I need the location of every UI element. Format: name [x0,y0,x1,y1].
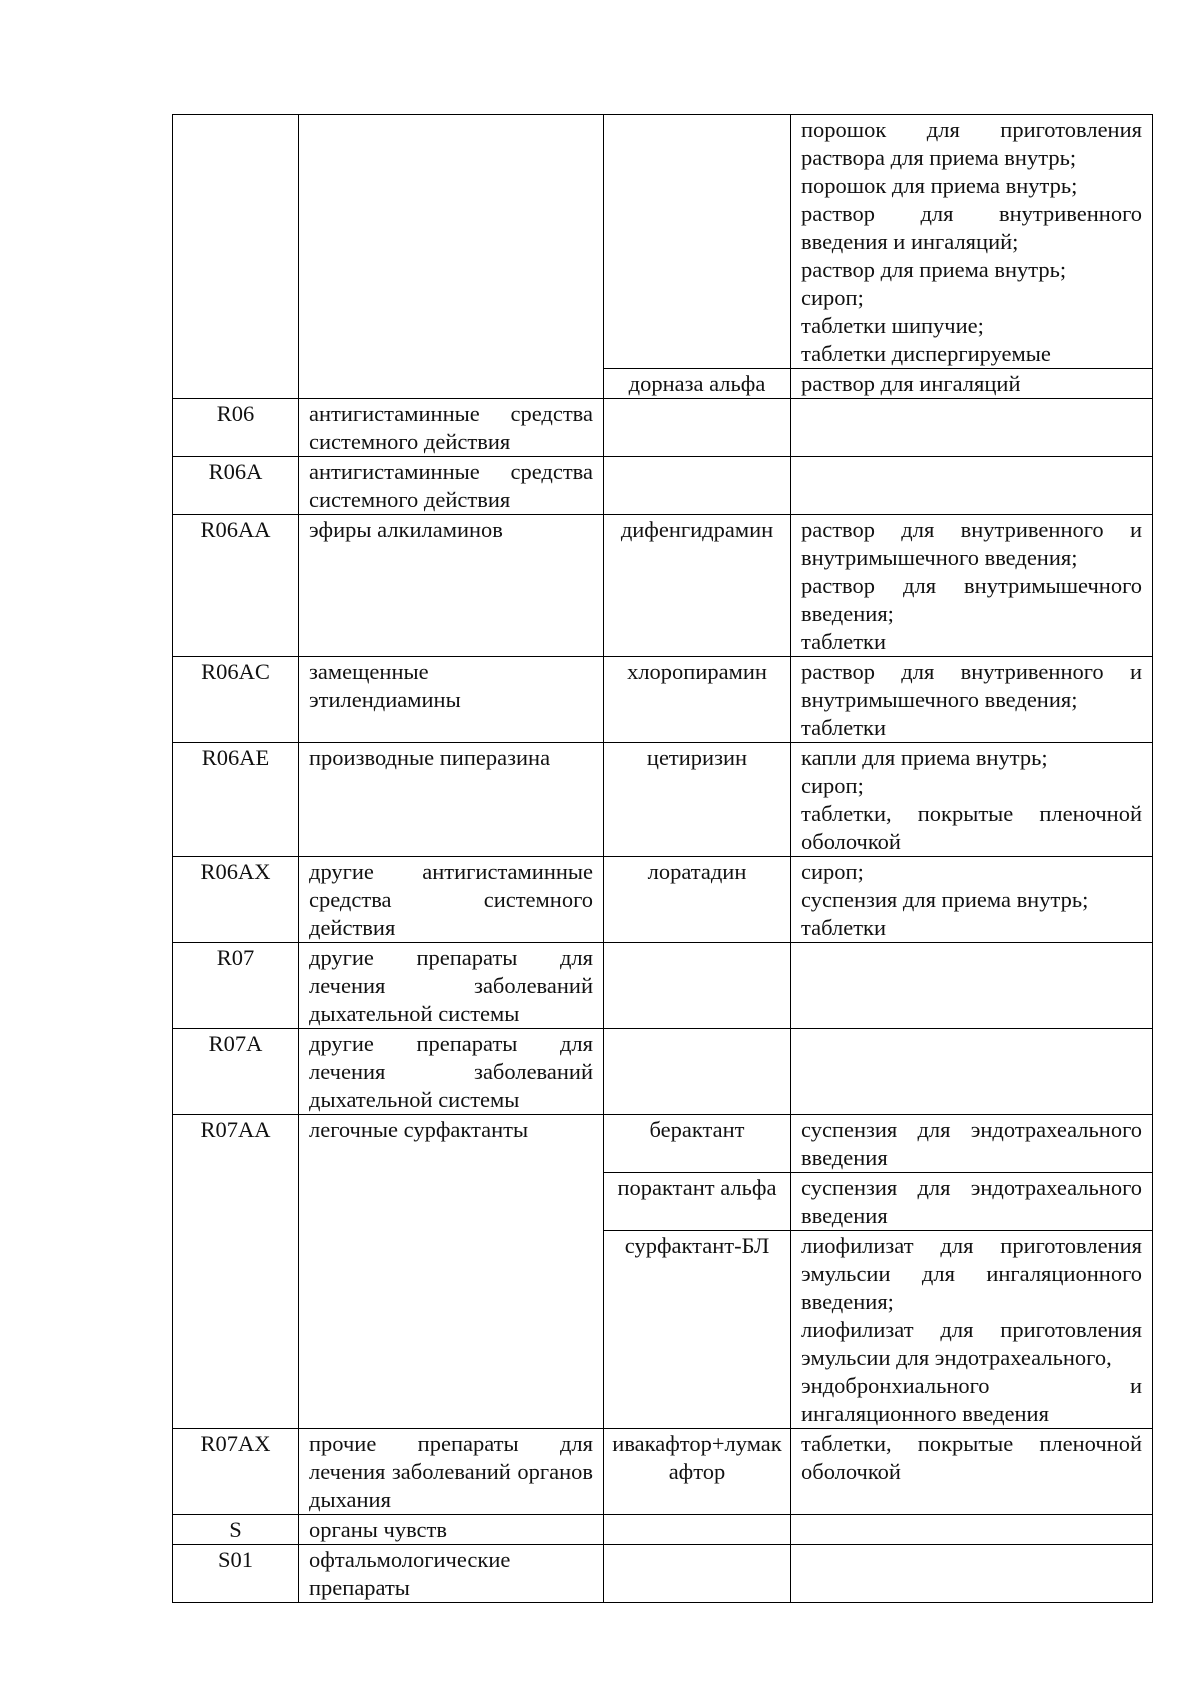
dosage-forms-cell [791,1029,1153,1115]
atc-code-cell: R07A [173,1029,299,1115]
dosage-form-line: раствор для внутривенного и [801,659,1142,684]
table-row [173,943,1153,1029]
group-name-cell: органы чувств [299,1515,604,1545]
group-name-cell: легочные сурфактанты [299,1115,604,1429]
group-name-cell: офтальмологические препараты [299,1545,604,1603]
atc-code-cell: R06AC [173,657,299,743]
group-name-cell: производные пиперазина [299,743,604,857]
table-row [173,1115,1153,1173]
inn-cell [604,115,791,369]
atc-code-cell: S [173,1515,299,1545]
dosage-form-line: эмульсии для ингаляционного [801,1261,1142,1286]
table-row [173,457,1153,515]
dosage-form-line: оболочкой [801,829,901,854]
group-name-cell: другие антигистаминные средства системного действия [299,857,604,943]
atc-code-cell: R06AE [173,743,299,857]
dosage-forms-cell: раствор для ингаляций [791,369,1153,399]
table-row [173,515,1153,657]
atc-code-cell: R06AA [173,515,299,657]
dosage-forms-cell [791,515,1153,657]
inn-cell [604,943,791,1029]
dosage-form-line: капли для приема внутрь; [801,745,1048,770]
dosage-form-line: лиофилизат для приготовления [801,1317,1142,1342]
dosage-form-line: введения и ингаляций; [801,229,1019,254]
table-row [173,743,1153,857]
dosage-form-line: ингаляционного введения [801,1401,1049,1426]
table-row [173,115,1153,369]
inn-cell [604,1545,791,1603]
drug-classification-table [172,114,1153,1603]
dosage-forms-cell [791,1515,1153,1545]
dosage-forms-cell [791,115,1153,369]
table-row [173,1545,1153,1603]
table-row [173,857,1153,943]
atc-code-cell [173,115,299,399]
dosage-forms-cell [791,399,1153,457]
inn-cell: сурфактант-БЛ [604,1231,791,1429]
dosage-form-line: таблетки шипучие; [801,313,984,338]
dosage-forms-cell [791,743,1153,857]
inn-cell: дифенгидрамин [604,515,791,657]
inn-cell: лоратадин [604,857,791,943]
atc-code-cell: S01 [173,1545,299,1603]
dosage-forms-cell [791,657,1153,743]
group-name-cell: антигистаминные средства системного действия [299,457,604,515]
dosage-forms-cell [791,943,1153,1029]
dosage-form-line: внутримышечного введения; [801,687,1078,712]
dosage-form-line: порошок для приготовления [801,117,1142,142]
inn-cell: цетиризин [604,743,791,857]
dosage-form-line: введения; [801,1289,894,1314]
group-name-line: замещенные [309,659,429,684]
group-name-cell [299,115,604,399]
atc-code-cell: R06 [173,399,299,457]
dosage-forms-cell [791,1231,1153,1429]
group-name-cell: прочие препараты для лечения заболеваний органов дыхания [299,1429,604,1515]
table-row [173,399,1153,457]
inn-cell: порактант альфа [604,1173,791,1231]
dosage-form-line: введения; [801,601,894,626]
group-name-cell: другие препараты для лечения заболеваний дыхательной системы [299,1029,604,1115]
inn-cell [604,1029,791,1115]
dosage-form-line: эндобронхиального и [801,1373,1142,1398]
inn-cell [604,457,791,515]
dosage-forms-cell: суспензия для эндотрахеального введения [791,1173,1153,1231]
dosage-forms-cell [791,457,1153,515]
dosage-form-line: лиофилизат для приготовления [801,1233,1142,1258]
dosage-forms-cell [791,857,1153,943]
dosage-form-line: таблетки [801,715,887,740]
group-name-cell [299,657,604,743]
atc-code-cell: R06A [173,457,299,515]
table-row [173,657,1153,743]
dosage-form-line: таблетки, покрытые пленочной [801,801,1142,826]
inn-cell: берактант [604,1115,791,1173]
group-name-cell: антигистаминные средства системного действия [299,399,604,457]
dosage-form-line: раствора для приема внутрь; [801,145,1077,170]
dosage-form-line: сироп; [801,859,864,884]
table-row [173,1515,1153,1545]
group-name-cell: эфиры алкиламинов [299,515,604,657]
dosage-form-line: таблетки диспергируемые [801,341,1051,366]
dosage-form-line: раствор для внутривенного и [801,517,1142,542]
dosage-form-line: раствор для внутривенного [801,201,1142,226]
inn-cell [604,1515,791,1545]
atc-code-cell: R07 [173,943,299,1029]
dosage-form-line: внутримышечного введения; [801,545,1078,570]
table-row [173,1429,1153,1515]
atc-code-cell: R07AX [173,1429,299,1515]
atc-code-cell: R06AX [173,857,299,943]
dosage-form-line: сироп; [801,285,864,310]
document-page [172,114,1152,1603]
inn-cell: ивакафтор+лумакафтор [604,1429,791,1515]
group-name-cell: другие препараты для лечения заболеваний дыхательной системы [299,943,604,1029]
dosage-form-line: раствор для внутримышечного [801,573,1142,598]
dosage-form-line: эмульсии для эндотрахеального, [801,1345,1112,1370]
atc-code-cell: R07AA [173,1115,299,1429]
group-name-line: этилендиамины [309,687,461,712]
dosage-forms-cell [791,1545,1153,1603]
dosage-form-line: таблетки [801,915,887,940]
dosage-form-line: раствор для приема внутрь; [801,257,1067,282]
inn-cell [604,399,791,457]
inn-cell: дорназа альфа [604,369,791,399]
dosage-forms-cell: суспензия для эндотрахеального введения [791,1115,1153,1173]
dosage-form-line: порошок для приема внутрь; [801,173,1078,198]
dosage-form-line: сироп; [801,773,864,798]
inn-cell: хлоропирамин [604,657,791,743]
dosage-form-line: таблетки [801,629,887,654]
table-row [173,1029,1153,1115]
dosage-form-line: суспензия для приема внутрь; [801,887,1089,912]
dosage-forms-cell: таблетки, покрытые пленочной оболочкой [791,1429,1153,1515]
